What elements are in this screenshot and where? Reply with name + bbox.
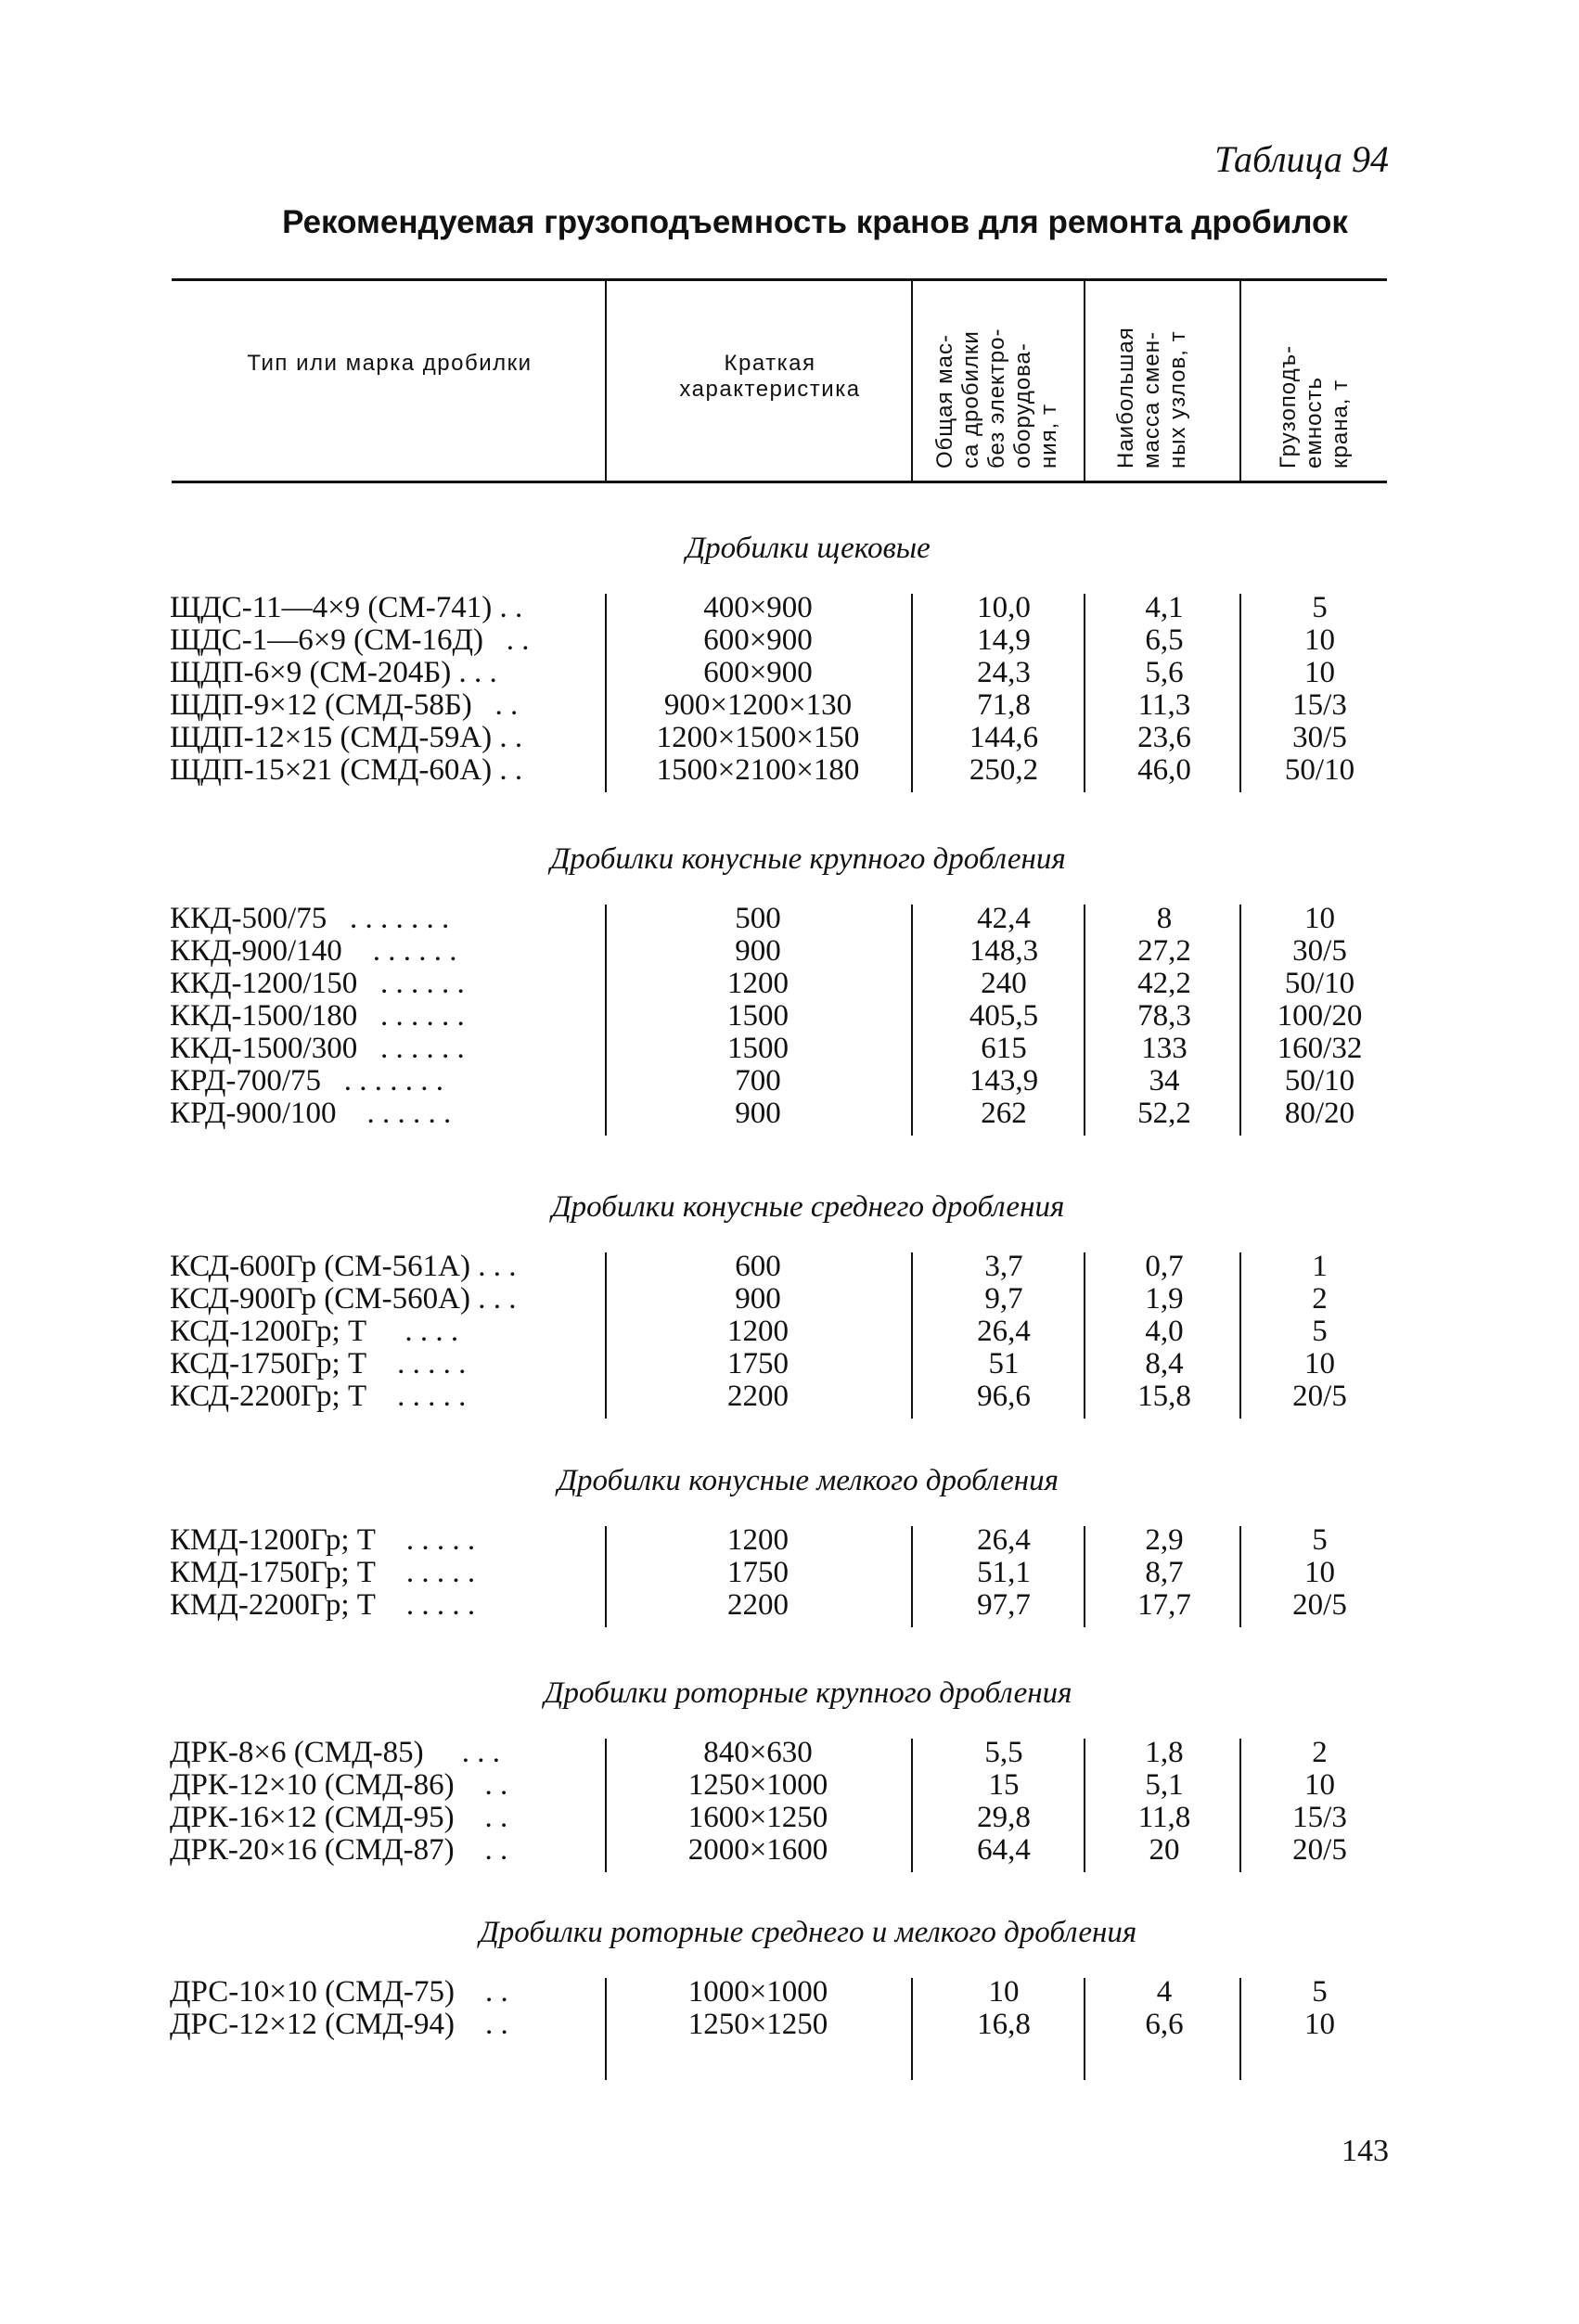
table-row — [0, 1348, 1579, 1380]
table-row — [0, 903, 1579, 935]
cell-total-mass: 26,4 — [977, 1315, 1031, 1348]
cell-crusher-type: ЩДП-6×9 (СМ-204Б) . . . — [170, 656, 497, 689]
cell-total-mass: 240 — [981, 967, 1027, 1000]
table-row — [0, 2009, 1579, 2041]
section-title: Дробилки конусные среднего дробления — [551, 1190, 1065, 1224]
table-row — [0, 1251, 1579, 1283]
cell-characteristic: 900×1200×130 — [663, 688, 853, 722]
cell-total-mass: 16,8 — [977, 2008, 1031, 2041]
section-title: Дробилки конусные мелкого дробления — [558, 1464, 1059, 1497]
cell-crane-capacity: 10 — [1304, 1768, 1335, 1802]
column-divider — [605, 594, 607, 792]
table-row — [0, 1524, 1579, 1557]
cell-crusher-type: ЩДП-12×15 (СМД-59А) . . — [170, 721, 523, 754]
cell-characteristic: 2200 — [727, 1588, 789, 1622]
cell-characteristic: 900 — [735, 934, 781, 968]
cell-max-node-mass: 15,8 — [1137, 1380, 1191, 1413]
column-divider — [911, 1252, 913, 1419]
table-row — [0, 1976, 1579, 2009]
cell-max-node-mass: 17,7 — [1137, 1588, 1191, 1622]
table-row — [0, 657, 1579, 689]
column-divider — [911, 1526, 913, 1627]
cell-crusher-type: ДРС-12×12 (СМД-94) . . — [170, 2008, 508, 2041]
cell-crusher-type: КРД-900/100 . . . . . . — [170, 1097, 452, 1130]
cell-max-node-mass: 5,6 — [1145, 656, 1184, 689]
cell-max-node-mass: 4 — [1156, 1975, 1173, 2009]
cell-crane-capacity: 2 — [1312, 1736, 1328, 1769]
cell-crusher-type: КМД-1200Гр; Т . . . . . — [170, 1523, 476, 1557]
cell-crusher-type: КСД-1200Гр; Т . . . . — [170, 1315, 459, 1348]
cell-crusher-type: ЩДС-1—6×9 (СМ-16Д) . . — [170, 623, 530, 657]
cell-max-node-mass: 23,6 — [1137, 721, 1191, 754]
cell-crane-capacity: 5 — [1312, 1315, 1328, 1348]
cell-crane-capacity: 5 — [1312, 591, 1328, 624]
header-divider — [1239, 281, 1241, 481]
cell-total-mass: 96,6 — [977, 1380, 1031, 1413]
cell-max-node-mass: 5,1 — [1145, 1768, 1184, 1802]
cell-total-mass: 262 — [981, 1097, 1027, 1130]
cell-total-mass: 97,7 — [977, 1588, 1031, 1622]
cell-characteristic: 1600×1250 — [687, 1801, 828, 1834]
cell-crusher-type: КРД-700/75 . . . . . . . — [170, 1064, 444, 1098]
table-row — [0, 1283, 1579, 1316]
cell-crusher-type: ККД-1200/150 . . . . . . — [170, 967, 465, 1000]
cell-characteristic: 700 — [735, 1064, 781, 1098]
cell-crane-capacity: 2 — [1312, 1282, 1328, 1316]
header-crane-capacity: Грузоподъ- емность крана, т — [1276, 344, 1353, 469]
cell-max-node-mass: 8,4 — [1145, 1347, 1184, 1380]
section-title: Дробилки щековые — [686, 532, 931, 565]
cell-total-mass: 26,4 — [977, 1523, 1031, 1557]
section-title: Дробилки роторные крупного дробления — [544, 1676, 1072, 1710]
table-row — [0, 624, 1579, 657]
cell-characteristic: 400×900 — [703, 591, 813, 624]
cell-characteristic: 500 — [735, 902, 781, 935]
cell-crusher-type: ЩДС-11—4×9 (СМ-741) . . — [170, 591, 523, 624]
cell-crusher-type: ДРК-20×16 (СМД-87) . . — [170, 1833, 508, 1867]
header-type: Тип или марка дробилки — [247, 351, 533, 376]
cell-crusher-type: ДРС-10×10 (СМД-75) . . — [170, 1975, 508, 2009]
column-divider — [911, 905, 913, 1136]
table-row — [0, 1589, 1579, 1622]
column-divider — [1239, 1252, 1241, 1419]
table-row — [0, 592, 1579, 624]
cell-characteristic: 1200×1500×150 — [656, 721, 860, 754]
table-row — [0, 1557, 1579, 1589]
cell-max-node-mass: 11,8 — [1137, 1801, 1191, 1834]
cell-total-mass: 144,6 — [969, 721, 1039, 754]
cell-crusher-type: КСД-2200Гр; Т . . . . . — [170, 1380, 467, 1413]
cell-crusher-type: ККД-500/75 . . . . . . . — [170, 902, 450, 935]
column-divider — [1084, 1739, 1085, 1872]
cell-crane-capacity: 10 — [1304, 623, 1335, 657]
page-number: 143 — [1342, 2134, 1389, 2168]
table-row — [0, 1769, 1579, 1802]
table-row — [0, 1000, 1579, 1033]
cell-characteristic: 1500×2100×180 — [656, 753, 860, 787]
cell-crane-capacity: 50/10 — [1284, 1064, 1355, 1098]
cell-total-mass: 24,3 — [977, 656, 1031, 689]
cell-total-mass: 51 — [988, 1347, 1020, 1380]
cell-total-mass: 14,9 — [977, 623, 1031, 657]
cell-crane-capacity: 100/20 — [1277, 999, 1363, 1033]
cell-characteristic: 900 — [735, 1097, 781, 1130]
cell-crane-capacity: 30/5 — [1292, 934, 1347, 968]
cell-total-mass: 615 — [981, 1032, 1027, 1065]
cell-crane-capacity: 160/32 — [1277, 1032, 1363, 1065]
cell-crane-capacity: 20/5 — [1292, 1588, 1347, 1622]
cell-characteristic: 1200 — [727, 1523, 789, 1557]
cell-total-mass: 405,5 — [969, 999, 1039, 1033]
cell-crane-capacity: 30/5 — [1292, 721, 1347, 754]
cell-characteristic: 1500 — [727, 999, 789, 1033]
cell-total-mass: 10,0 — [977, 591, 1031, 624]
cell-characteristic: 1200 — [727, 1315, 789, 1348]
cell-characteristic: 600×900 — [703, 623, 813, 657]
cell-max-node-mass: 4,1 — [1145, 591, 1184, 624]
cell-max-node-mass: 1,8 — [1145, 1736, 1184, 1769]
cell-crane-capacity: 50/10 — [1284, 753, 1355, 787]
table-row — [0, 754, 1579, 787]
cell-crane-capacity: 1 — [1312, 1250, 1328, 1283]
header-divider — [911, 281, 913, 481]
cell-crusher-type: КСД-1750Гр; Т . . . . . — [170, 1347, 467, 1380]
column-divider — [1084, 594, 1085, 792]
cell-max-node-mass: 8 — [1156, 902, 1173, 935]
cell-characteristic: 600×900 — [703, 656, 813, 689]
header-divider — [605, 281, 607, 481]
cell-crane-capacity: 10 — [1304, 902, 1335, 935]
header-characteristic: Краткая характеристика — [679, 351, 861, 402]
cell-max-node-mass: 1,9 — [1145, 1282, 1184, 1316]
cell-characteristic: 1750 — [727, 1556, 789, 1589]
cell-max-node-mass: 2,9 — [1145, 1523, 1184, 1557]
cell-characteristic: 1000×1000 — [687, 1975, 828, 2009]
column-divider — [1084, 1978, 1085, 2080]
column-divider — [605, 1526, 607, 1627]
cell-max-node-mass: 0,7 — [1145, 1250, 1184, 1283]
cell-total-mass: 64,4 — [977, 1833, 1031, 1867]
cell-crusher-type: КМД-1750Гр; Т . . . . . — [170, 1556, 476, 1589]
header-bottom-rule — [172, 481, 1387, 483]
cell-total-mass: 51,1 — [977, 1556, 1031, 1589]
cell-characteristic: 2200 — [727, 1380, 789, 1413]
column-divider — [1239, 594, 1241, 792]
column-divider — [1239, 905, 1241, 1136]
cell-characteristic: 1500 — [727, 1032, 789, 1065]
column-divider — [605, 1252, 607, 1419]
cell-max-node-mass: 11,3 — [1137, 688, 1191, 722]
column-divider — [1239, 1978, 1241, 2080]
cell-crane-capacity: 80/20 — [1284, 1097, 1355, 1130]
cell-characteristic: 1750 — [727, 1347, 789, 1380]
cell-total-mass: 10 — [988, 1975, 1020, 2009]
cell-max-node-mass: 52,2 — [1137, 1097, 1191, 1130]
cell-crusher-type: ЩДП-15×21 (СМД-60А) . . — [170, 753, 523, 787]
table-row — [0, 722, 1579, 754]
cell-total-mass: 15 — [988, 1768, 1020, 1802]
cell-max-node-mass: 34 — [1149, 1064, 1180, 1098]
cell-crusher-type: ДРК-16×12 (СМД-95) . . — [170, 1801, 508, 1834]
cell-crusher-type: ДРК-12×10 (СМД-86) . . — [170, 1768, 508, 1802]
column-divider — [911, 1978, 913, 2080]
table-row — [0, 1380, 1579, 1413]
cell-max-node-mass: 6,5 — [1145, 623, 1184, 657]
cell-total-mass: 5,5 — [984, 1736, 1023, 1769]
cell-max-node-mass: 6,6 — [1145, 2008, 1184, 2041]
column-divider — [1084, 1526, 1085, 1627]
cell-crusher-type: ККД-1500/300 . . . . . . — [170, 1032, 465, 1065]
table-label: Таблица 94 — [1214, 138, 1389, 180]
cell-characteristic: 1250×1250 — [687, 2008, 828, 2041]
cell-crusher-type: КСД-900Гр (СМ-560А) . . . — [170, 1282, 517, 1316]
column-divider — [605, 1739, 607, 1872]
cell-characteristic: 600 — [735, 1250, 781, 1283]
column-divider — [605, 1978, 607, 2080]
column-divider — [1084, 1252, 1085, 1419]
cell-max-node-mass: 78,3 — [1137, 999, 1191, 1033]
cell-crane-capacity: 10 — [1304, 1556, 1335, 1589]
cell-crane-capacity: 20/5 — [1292, 1833, 1347, 1867]
cell-max-node-mass: 42,2 — [1137, 967, 1191, 1000]
cell-crusher-type: КСД-600Гр (СМ-561А) . . . — [170, 1250, 517, 1283]
cell-crusher-type: ККД-900/140 . . . . . . — [170, 934, 457, 968]
cell-crane-capacity: 15/3 — [1292, 1801, 1347, 1834]
table-row — [0, 689, 1579, 722]
cell-characteristic: 900 — [735, 1282, 781, 1316]
header-divider — [1084, 281, 1085, 481]
table-row — [0, 1834, 1579, 1867]
cell-max-node-mass: 133 — [1141, 1032, 1187, 1065]
cell-characteristic: 840×630 — [703, 1736, 813, 1769]
cell-crusher-type: ДРК-8×6 (СМД-85) . . . — [170, 1736, 501, 1769]
cell-crane-capacity: 10 — [1304, 2008, 1335, 2041]
cell-crusher-type: ЩДП-9×12 (СМД-58Б) . . — [170, 688, 519, 722]
table-row — [0, 968, 1579, 1000]
cell-total-mass: 148,3 — [969, 934, 1039, 968]
table-row — [0, 1802, 1579, 1834]
cell-total-mass: 29,8 — [977, 1801, 1031, 1834]
column-divider — [605, 905, 607, 1136]
cell-total-mass: 250,2 — [969, 753, 1039, 787]
cell-crane-capacity: 5 — [1312, 1523, 1328, 1557]
cell-characteristic: 1250×1000 — [687, 1768, 828, 1802]
column-divider — [911, 594, 913, 792]
cell-crane-capacity: 50/10 — [1284, 967, 1355, 1000]
cell-crane-capacity: 5 — [1312, 1975, 1328, 2009]
column-divider — [1239, 1739, 1241, 1872]
cell-total-mass: 42,4 — [977, 902, 1031, 935]
column-divider — [911, 1739, 913, 1872]
cell-crusher-type: КМД-2200Гр; Т . . . . . — [170, 1588, 476, 1622]
cell-total-mass: 71,8 — [977, 688, 1031, 722]
table-row — [0, 1033, 1579, 1065]
cell-total-mass: 3,7 — [984, 1250, 1023, 1283]
cell-crane-capacity: 10 — [1304, 1347, 1335, 1380]
table-row — [0, 1316, 1579, 1348]
header-max-node-mass: Наибольшая масса смен- ных узлов, т — [1113, 327, 1190, 469]
cell-max-node-mass: 20 — [1149, 1833, 1180, 1867]
section-title: Дробилки конусные крупного дробления — [550, 842, 1066, 876]
column-divider — [1239, 1526, 1241, 1627]
cell-max-node-mass: 46,0 — [1137, 753, 1191, 787]
table-row — [0, 1098, 1579, 1130]
cell-crane-capacity: 20/5 — [1292, 1380, 1347, 1413]
header-total-mass: Общая мас- са дробилки без электро- оборудова- ния, т — [932, 327, 1061, 469]
cell-max-node-mass: 8,7 — [1145, 1556, 1184, 1589]
table-title: Рекомендуемая грузоподъемность кранов для ремонта дробилок — [282, 204, 1348, 240]
table-row — [0, 935, 1579, 968]
cell-crane-capacity: 10 — [1304, 656, 1335, 689]
cell-max-node-mass: 4,0 — [1145, 1315, 1184, 1348]
cell-total-mass: 143,9 — [969, 1064, 1039, 1098]
header-top-rule — [172, 278, 1387, 281]
section-title: Дробилки роторные среднего и мелкого дробления — [479, 1916, 1137, 1949]
cell-total-mass: 9,7 — [984, 1282, 1023, 1316]
cell-characteristic: 1200 — [727, 967, 789, 1000]
table-row — [0, 1737, 1579, 1769]
cell-characteristic: 2000×1600 — [687, 1833, 828, 1867]
column-divider — [1084, 905, 1085, 1136]
table-row — [0, 1065, 1579, 1098]
cell-max-node-mass: 27,2 — [1137, 934, 1191, 968]
cell-crane-capacity: 15/3 — [1292, 688, 1347, 722]
cell-crusher-type: ККД-1500/180 . . . . . . — [170, 999, 465, 1033]
